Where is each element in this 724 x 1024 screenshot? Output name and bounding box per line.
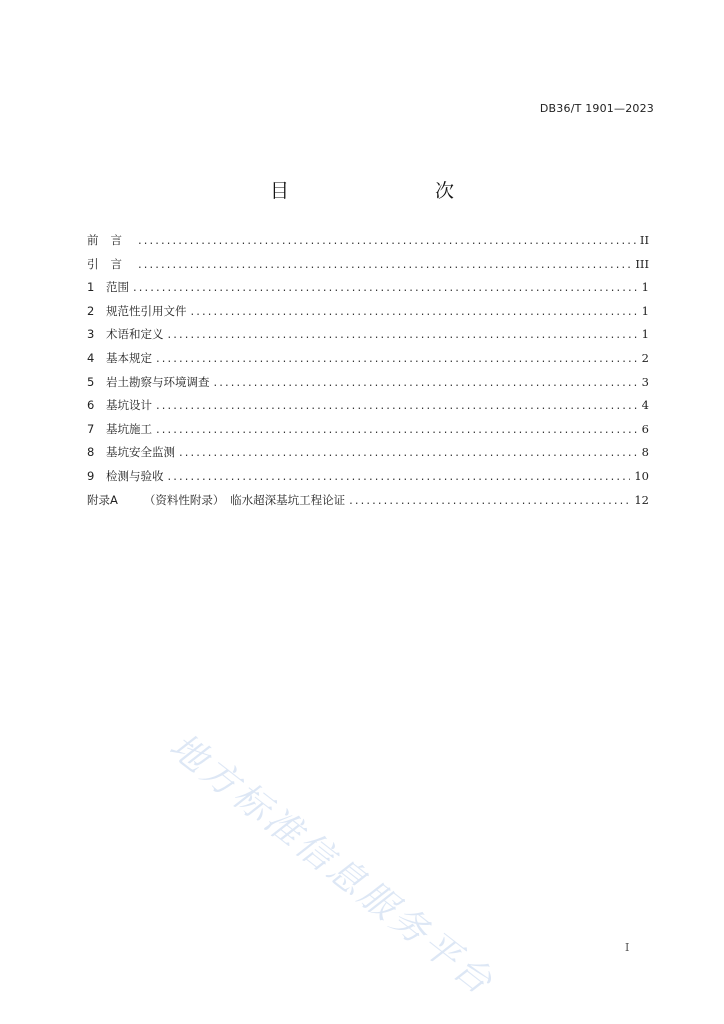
toc-leader-dots xyxy=(138,257,631,271)
toc-entry-label: 范围 xyxy=(106,280,129,295)
toc-entry-page: 1 xyxy=(641,280,649,295)
toc-entry-number: 9 xyxy=(87,468,95,483)
toc-leader-dots xyxy=(168,469,631,483)
toc-entry-label: 基坑设计 xyxy=(106,398,152,413)
toc-entry-pit-construction[interactable] xyxy=(87,421,649,445)
toc-entry-number: 6 xyxy=(87,398,95,413)
toc-entry-page: 4 xyxy=(641,398,649,413)
toc-entry-label: （资料性附录） 临水超深基坑工程论证 xyxy=(143,492,346,507)
toc-entry-label: 基坑施工 xyxy=(106,421,152,436)
toc-entry-page: 1 xyxy=(641,327,649,342)
toc-leader-dots xyxy=(156,351,638,365)
toc-entry-label: 前言 xyxy=(87,233,134,247)
toc-entry-pit-design[interactable] xyxy=(87,397,649,421)
toc-entry-number: 4 xyxy=(87,350,95,365)
toc-entry-geotechnical-survey[interactable] xyxy=(87,374,649,398)
toc-entry-label: 基本规定 xyxy=(106,350,152,365)
toc-entry-number: 3 xyxy=(87,327,95,342)
toc-entry-number: 5 xyxy=(87,374,95,389)
toc-entry-number: 附录A xyxy=(87,492,118,507)
toc-entry-page: 10 xyxy=(634,468,649,483)
toc-entry-normative-references[interactable] xyxy=(87,303,649,327)
toc-leader-dots xyxy=(168,327,638,341)
toc-entry-scope[interactable] xyxy=(87,279,649,303)
watermark: 地方标准信息服务平台 xyxy=(161,725,502,1005)
toc-entry-number: 2 xyxy=(87,303,95,318)
toc-leader-dots xyxy=(156,398,638,412)
toc-entry-basic-provisions[interactable] xyxy=(87,350,649,374)
toc-entry-label: 岩土勘察与环境调查 xyxy=(106,374,210,389)
standard-code: DB36/T 1901—2023 xyxy=(539,102,654,115)
toc-entry-foreword[interactable] xyxy=(87,232,649,256)
toc-entry-page: 6 xyxy=(641,421,649,436)
toc-entry-page: 3 xyxy=(641,374,649,389)
toc-leader-dots xyxy=(191,304,638,318)
toc-leader-dots xyxy=(179,445,638,459)
footer-page-number: I xyxy=(625,941,630,954)
toc-entry-appendix-a[interactable] xyxy=(87,492,649,516)
toc-entry-safety-monitoring[interactable] xyxy=(87,444,649,468)
toc-entry-page: III xyxy=(635,256,649,271)
toc-entry-page: 8 xyxy=(641,445,649,460)
toc-entry-label: 术语和定义 xyxy=(106,327,164,342)
toc-entry-label: 引言 xyxy=(87,256,134,271)
toc-entry-terms-definitions[interactable] xyxy=(87,326,649,350)
toc-entry-number: 7 xyxy=(87,421,95,436)
toc-leader-dots xyxy=(156,422,638,436)
toc-entry-label: 检测与验收 xyxy=(106,468,164,483)
toc-entry-number: 1 xyxy=(87,280,95,295)
toc-entry-label: 基坑安全监测 xyxy=(106,445,175,460)
toc-entry-page: II xyxy=(639,233,649,247)
toc-entry-introduction[interactable] xyxy=(87,256,649,280)
table-of-contents xyxy=(87,232,649,515)
toc-leader-dots xyxy=(138,233,636,247)
toc-entry-page: 1 xyxy=(641,303,649,318)
toc-leader-dots xyxy=(133,280,638,294)
toc-entry-label: 规范性引用文件 xyxy=(106,303,187,318)
toc-entry-page: 2 xyxy=(641,350,649,365)
toc-leader-dots xyxy=(214,375,638,389)
toc-entry-page: 12 xyxy=(634,492,649,507)
toc-entry-number: 8 xyxy=(87,445,95,460)
page-title: 目 次 xyxy=(269,180,490,202)
toc-entry-inspection-acceptance[interactable] xyxy=(87,468,649,492)
toc-leader-dots xyxy=(349,493,630,507)
